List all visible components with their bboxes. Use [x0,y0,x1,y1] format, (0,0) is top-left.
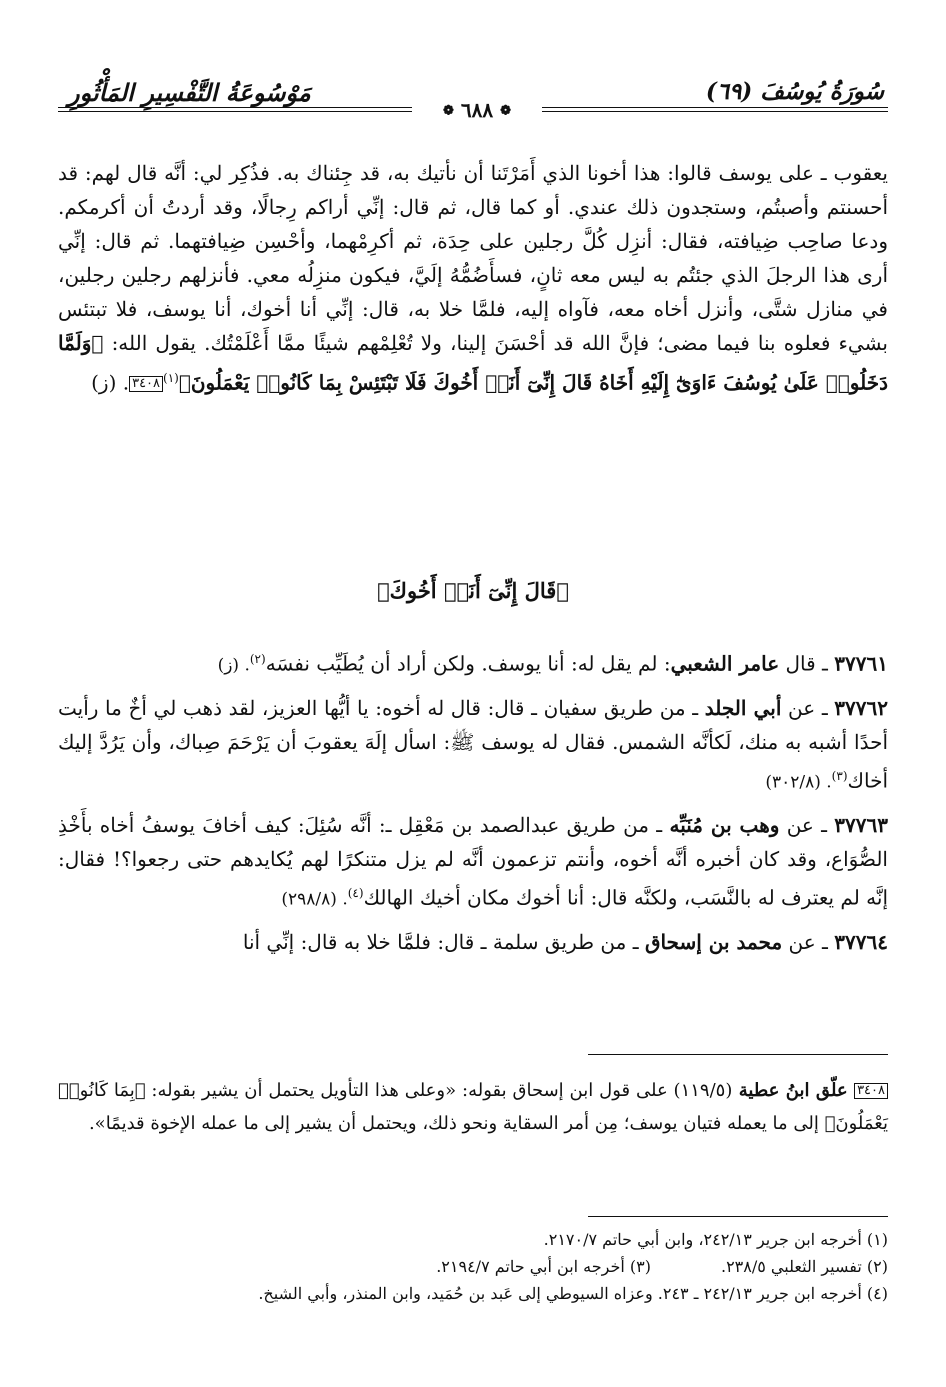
footnote-marker: (٣) [831,768,848,783]
entry-narrator: وهب بن مُنَبِّه [669,812,780,837]
entry [58,691,888,800]
verse-heading: ﴿قَالَ إِنِّىٓ أَنَا۠ أَخُوكَ﴾ [377,578,569,603]
entry-narrator: محمد بن إسحاق [644,929,783,954]
ornament-icon: ❁ [443,103,454,119]
page-number-block [412,98,542,124]
entry-number: ٣٧٧٦٤ [834,929,888,954]
commentary-block [58,1074,888,1140]
footnote: (٤) أخرجه ابن جرير ٢٤٢/١٣ ـ ٢٤٣. وعزاه السيوطي إلى عَبد بن حُمَيد، وابن المنذر، وأبي الشيخ. [258,1284,888,1303]
footnotes [58,1226,888,1307]
entry-narrator: أبي الجلد [704,695,782,720]
entry-number: ٣٧٧٦٢ [834,695,889,720]
entry-number: ٣٧٧٦٣ [834,812,889,837]
page-number: ٦٨٨ [460,98,494,122]
surah-title: سُورَةُ يُوسُفَ (٦٩) [705,78,884,105]
entries-list [58,642,888,967]
entry-number: ٣٧٧٦١ [834,651,888,676]
footnote-marker: (٢) [249,652,266,666]
entry-reference: . (٣٠٢/٨) [765,772,832,793]
comment-reference-box: ٣٤٠٨ [129,376,163,392]
entry [58,925,888,959]
comment-separator [588,1054,888,1055]
comment-lead: علّق ابنُ عطية [732,1080,855,1101]
entry-text: ـ من طريق سلمة ـ قال: فلمَّا خلا به قال: إنِّي أنا [242,929,645,954]
entry-narrator: عامر الشعبي [670,651,780,676]
footnote: (٢) تفسير الثعلبي ٢٣٨/٥. [720,1257,888,1276]
entry-text: : لم يقل له: أنا يوسف. ولكن أراد أن يُطَيِّب نفسَه [265,651,671,676]
entry-connector: ـ قال [779,651,835,676]
footnote-marker: (١) [163,370,179,385]
entry-text: ـ من طريق عبدالصمد بن مَعْقِل ـ: أنَّه سُئِلَ: كيف أخافَ يوسفُ أخاه بأَخْذِ الصُّوَاع، وقد كان أخبره أنَّه أخوه، وأنتم تزعمون أنَّه لم يزل متنكرًا لهم يُكايدهم حتى رجعوا؟! فقال: إنَّه لم يعترف له بالنَّسَب، ولكنَّه قال: أنا أخوك مكان أخيك الهالك [58,812,888,910]
comment-reference-box: ٣٤٠٨ [854,1083,888,1099]
entry [58,808,888,917]
footnote: (٣) أخرجه ابن أبي حاتم ٢١٩٤/٧. [436,1257,651,1276]
comment-text: (١١٩/٥) على قول ابن إسحاق بقوله: «وعلى هذا التأويل يحتمل أن يشير بقوله: ﴿بِمَا كَانُوا۟ يَعْمَلُونَ﴾ إلى ما يعمله فتيان يوسف؛ مِن أمر السقاية ونحو ذلك، ويحتمل أن يشير إلى ما عمله الإخوة قديمًا». [58,1080,888,1134]
intro-paragraph [58,156,888,399]
intro-text: يعقوب ـ على يوسف قالوا: هذا أخونا الذي أَمَرْتَنا أن نأتيك به، قد جِئناك به. فذُكِر لي: أنَّه قال لهم: قد أحسنتم وأصبتُم، وستجدون ذلك عندي. أو كما قال، ثم قال: إنِّي أراكم رِجالًا، وقد أردتُ أن أكرمكم. ودعا صاحِب ضِيافته، فقال: أنزِل كُلَّ رجلين على حِدَة، ثم أكرِمْهما، وأحْسِن ضِيافتهما. ثم قال: إنِّي أرى هذا الرجلَ الذي جئتُم به ليس معه ثانٍ، فسأَضُمُّهُ إلَيَّ، فيكون منزِلُه معي. فأنزلهم رجلين رجلين، في منازل شتَّى، وأنزل أخاه معه، فآواه إليه، فلمَّا خلا به، قال: إنِّي أنا أخوك، أنا يوسف، فلا تبتئس بشيء فعلوه بنا فيما مضى؛ فإنَّ الله قد أحْسَنَ إلينا، ولا تُعْلِمْهم شيئًا ممَّا أَعْلَمْتُك. يقول الله: [58,161,888,356]
entry-reference: . (٢٩٨/٨) [281,889,348,910]
ornament-icon: ❁ [500,103,511,119]
footnote: (١) أخرجه ابن جرير ٢٤٢/١٣، وابن أبي حاتم ٢١٧٠/٧. [543,1230,888,1249]
entry-connector: ـ عن [781,695,835,720]
quran-verse: ﴿وَلَمَّا دَخَلُوا۟ عَلَىٰ يُوسُفَ ءَاوَىٰٓ إِلَيْهِ أَخَاهُ قَالَ إِنِّىٓ أَنَا۠ أَخُوكَ فَلَا تَبْتَئِسْ بِمَا كَانُوا۟ يَعْمَلُونَ﴾ [58,331,888,395]
entry-text: ـ من طريق سفيان ـ قال: قال له أخوه: يا أيُّها العزيز، لقد ذهب لي أخٌ ما رأيت أحدًا أشبه به منك، لَكأنَّه الشمس. فقال له يوسف ﷺ: اسأل إلَهَ يعقوبَ أن يَرْحَمَ صِباك، وأن يَرُدَّ إليك أخاك [58,695,888,793]
entry-connector: ـ عن [782,929,835,954]
entry [58,642,888,683]
entry-reference: . (ز) [217,655,250,676]
footnote-separator [588,1216,888,1217]
entry-connector: ـ عن [779,812,835,837]
encyclopedia-title: مَوْسُوعَةُ التَّفْسِيرِ المَأْثُورِ [68,78,311,107]
page [58,60,888,1370]
intro-tag: . (ز) [91,370,130,395]
footnote-pair [58,1253,888,1280]
footnote-marker: (٤) [347,885,364,900]
